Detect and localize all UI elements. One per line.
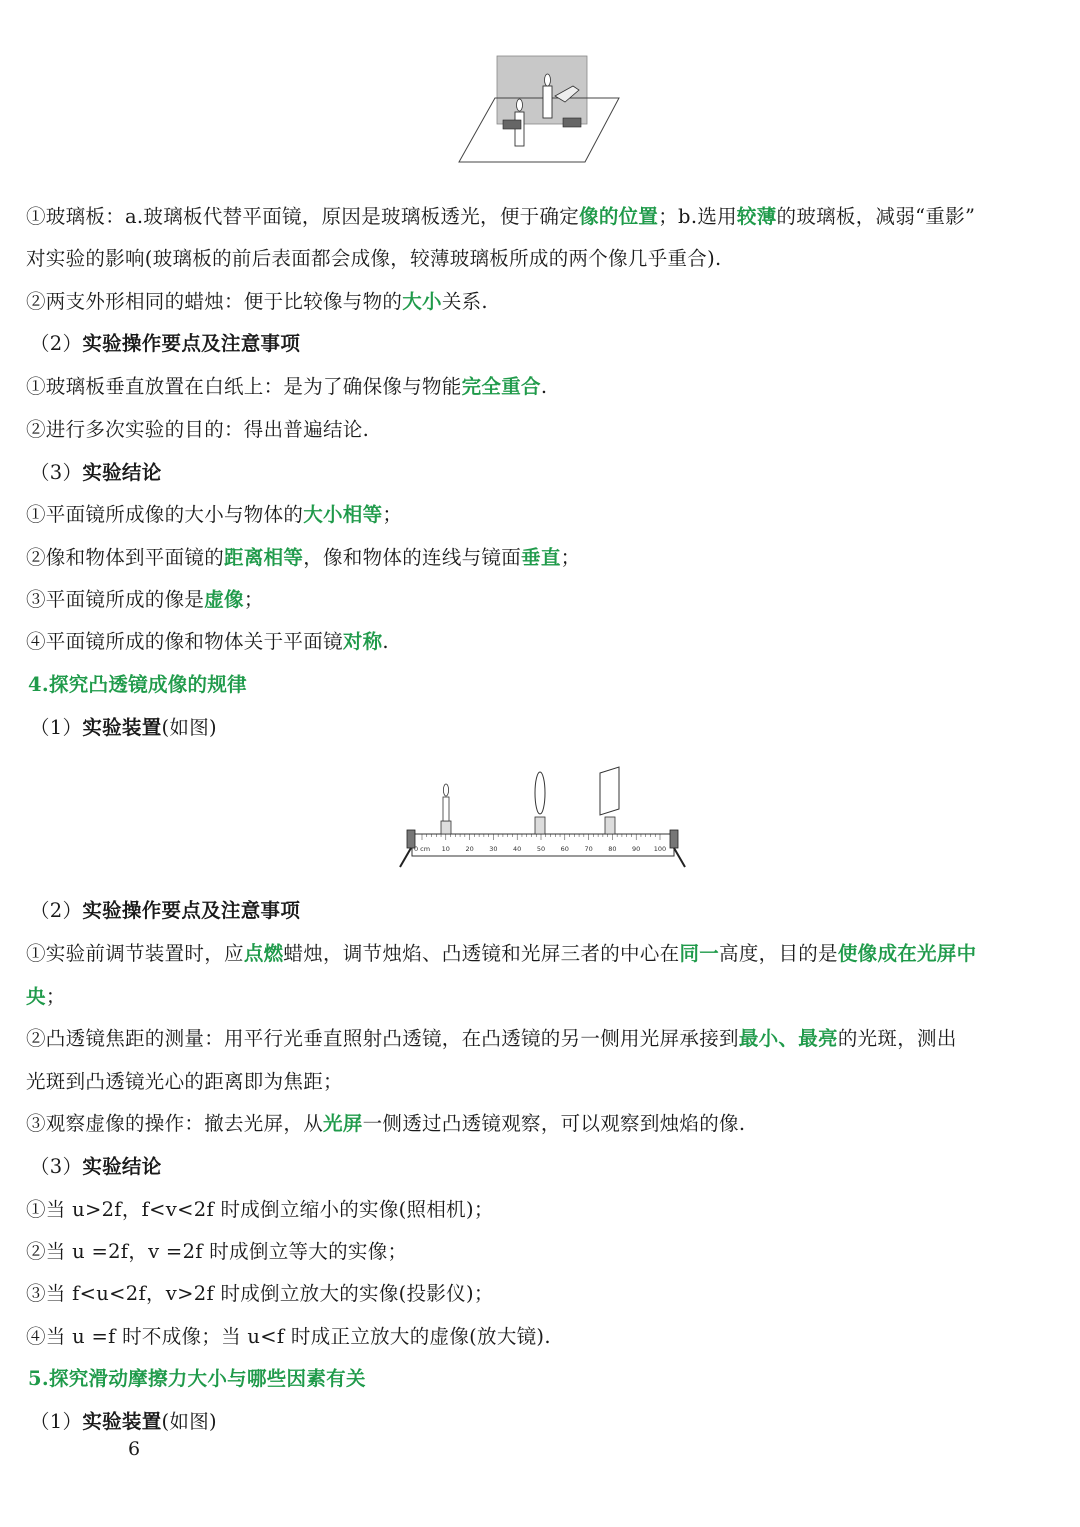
- text-run: .: [540, 375, 548, 398]
- subheading-conclusion-1: [30, 459, 1066, 487]
- text-run: ④平面镜所成的像和物体关于平面镜: [26, 630, 343, 653]
- concl1-line-3: [26, 586, 1062, 614]
- text-run: ①玻璃板：a.玻璃板代替平面镜，原因是玻璃板透光，便于确定: [26, 205, 580, 228]
- flame-front: [517, 99, 523, 111]
- plane-mirror-figure: [455, 52, 625, 167]
- page-number: 6: [128, 1438, 141, 1460]
- lens-holder: [535, 817, 545, 834]
- candle-holder: [441, 821, 451, 834]
- section-heading-5: 5.探究滑动摩擦力大小与哪些因素有关: [28, 1367, 366, 1390]
- concl2-line-3: ③当 f<u<2f，v>2f 时成倒立放大的实像(投影仪)；: [26, 1282, 494, 1305]
- two-candles-line: [26, 288, 1062, 316]
- subheading-number: （2）: [30, 332, 83, 355]
- ruler-label: 0 cm: [413, 845, 431, 853]
- subheading-number: （2）: [30, 899, 83, 922]
- subheading-apparatus-1: [30, 714, 1066, 742]
- concl2-line-2: ②当 u =2f，v =2f 时成倒立等大的实像；: [26, 1240, 408, 1263]
- eraser-left: [503, 120, 521, 129]
- highlight-text: 光屏: [323, 1112, 363, 1135]
- concl1-line-1: [26, 501, 1062, 529]
- ops2-line-4: 光斑到凸透镜光心的距离即为焦距；: [26, 1070, 343, 1093]
- eraser-right: [563, 118, 581, 127]
- text-run: ①玻璃板垂直放置在白纸上：是为了确保像与物能: [26, 375, 462, 398]
- light-screen: [600, 767, 619, 815]
- ruler-label: 80: [608, 845, 617, 853]
- text-run: ；: [382, 503, 403, 526]
- left-leg: [400, 848, 411, 867]
- text-run: ③观察虚像的操作：撤去光屏，从: [26, 1112, 324, 1135]
- section-heading-4: 4.探究凸透镜成像的规律: [28, 673, 247, 696]
- candle: [443, 797, 449, 821]
- subheading-number: （1）: [30, 1410, 83, 1433]
- subheading-operations-1: [30, 330, 1066, 358]
- ops2-line-2: [26, 983, 1062, 1011]
- ops2-line-3: [26, 1025, 1062, 1053]
- subheading-number: （1）: [30, 716, 83, 739]
- subheading-title: 实验装置: [82, 716, 162, 739]
- text-run: 关系.: [441, 290, 488, 313]
- highlight-text: 像的位置: [579, 205, 659, 228]
- highlight-text: 较薄: [736, 205, 777, 228]
- highlight-text: 大小相等: [303, 503, 383, 526]
- subheading-title: 实验结论: [82, 461, 162, 484]
- text-run: ；: [560, 546, 581, 569]
- ops1-line-1: [26, 373, 1062, 401]
- highlight-text: 最小、最亮: [738, 1027, 838, 1050]
- ruler-label: 60: [560, 845, 569, 853]
- flame-behind: [545, 74, 551, 86]
- subheading-number: （3）: [30, 461, 83, 484]
- text-run: ，像和物体的连线与镜面: [303, 546, 522, 569]
- subheading-number: （3）: [30, 1155, 83, 1178]
- subheading-apparatus-2: [30, 1408, 1066, 1436]
- highlight-text: 大小: [402, 290, 442, 313]
- subheading-title: 实验操作要点及注意事项: [82, 332, 301, 355]
- concl1-line-4: [26, 628, 1062, 656]
- text-run: ①平面镜所成像的大小与物体的: [26, 503, 304, 526]
- text-run: .: [382, 630, 389, 653]
- highlight-text: 对称: [342, 630, 383, 653]
- text-run: 蜡烛，调节烛焰、凸透镜和光屏三者的中心在: [283, 942, 680, 965]
- concl2-line-4: ④当 u =f 时不成像；当 u<f 时成正立放大的虚像(放大镜).: [26, 1325, 551, 1348]
- glass-plate-reason-line-1: [26, 203, 1062, 231]
- text-run: ②像和物体到平面镜的: [26, 546, 225, 569]
- text-run: ②两支外形相同的蜡烛：便于比较像与物的: [26, 290, 403, 313]
- text-run: ；b.选用: [658, 205, 737, 228]
- subheading-conclusion-2: [30, 1153, 1066, 1181]
- text-run: 一侧透过凸透镜观察，可以观察到烛焰的像.: [362, 1112, 746, 1135]
- text-run: ；: [243, 588, 264, 611]
- ruler-label: 40: [513, 845, 522, 853]
- highlight-text: 完全重合: [461, 375, 541, 398]
- subheading-suffix: (如图): [161, 1410, 217, 1433]
- flame-icon: [443, 784, 448, 796]
- ruler-label: 100: [653, 845, 667, 853]
- text-run: 的光斑，测出: [837, 1027, 957, 1050]
- ruler-label: 20: [465, 845, 474, 853]
- subheading-suffix: (如图): [161, 716, 217, 739]
- ruler-label: 10: [441, 845, 450, 853]
- ops2-line-5: [26, 1110, 1062, 1138]
- text-run: ③平面镜所成的像是: [26, 588, 205, 611]
- concl2-line-1: ①当 u>2f，f<v<2f 时成倒立缩小的实像(照相机)；: [26, 1198, 494, 1221]
- candle-behind: [543, 86, 552, 118]
- ops2-line-1: [26, 940, 1062, 968]
- subheading-title: 实验操作要点及注意事项: [82, 899, 301, 922]
- concl1-line-2: [26, 544, 1062, 572]
- ruler-label: 90: [632, 845, 641, 853]
- ruler-label: 70: [584, 845, 593, 853]
- text-run: ②凸透镜焦距的测量：用平行光垂直照射凸透镜，在凸透镜的另一侧用光屏承接到: [26, 1027, 739, 1050]
- right-support: [670, 830, 678, 848]
- text-run: 高度，目的是: [719, 942, 838, 965]
- ops1-line-2: ②进行多次实验的目的：得出普遍结论.: [26, 418, 370, 441]
- glass-plate-reason-line-2: 对实验的影响(玻璃板的前后表面都会成像，较薄玻璃板所成的两个像几乎重合).: [26, 247, 722, 270]
- text-run: ；: [45, 985, 66, 1008]
- optical-bench-figure: [392, 757, 692, 872]
- highlight-text: 距离相等: [224, 546, 304, 569]
- ruler-label: 50: [536, 845, 546, 853]
- highlight-text: 同一: [679, 942, 720, 965]
- convex-lens: [535, 772, 545, 814]
- screen-holder: [605, 817, 615, 834]
- subheading-title: 实验结论: [82, 1155, 162, 1178]
- highlight-text: 央: [26, 985, 46, 1008]
- subheading-operations-2: [30, 897, 1066, 925]
- text-run: 的玻璃板，减弱“重影”: [776, 205, 976, 228]
- ruler-label: 30: [489, 845, 498, 853]
- highlight-text: 点燃: [243, 942, 284, 965]
- subheading-title: 实验装置: [82, 1410, 162, 1433]
- right-leg: [674, 848, 685, 867]
- highlight-text: 虚像: [204, 588, 244, 611]
- text-run: ①实验前调节装置时，应: [26, 942, 244, 965]
- highlight-text: 垂直: [521, 546, 561, 569]
- highlight-text: 使像成在光屏中: [837, 942, 977, 965]
